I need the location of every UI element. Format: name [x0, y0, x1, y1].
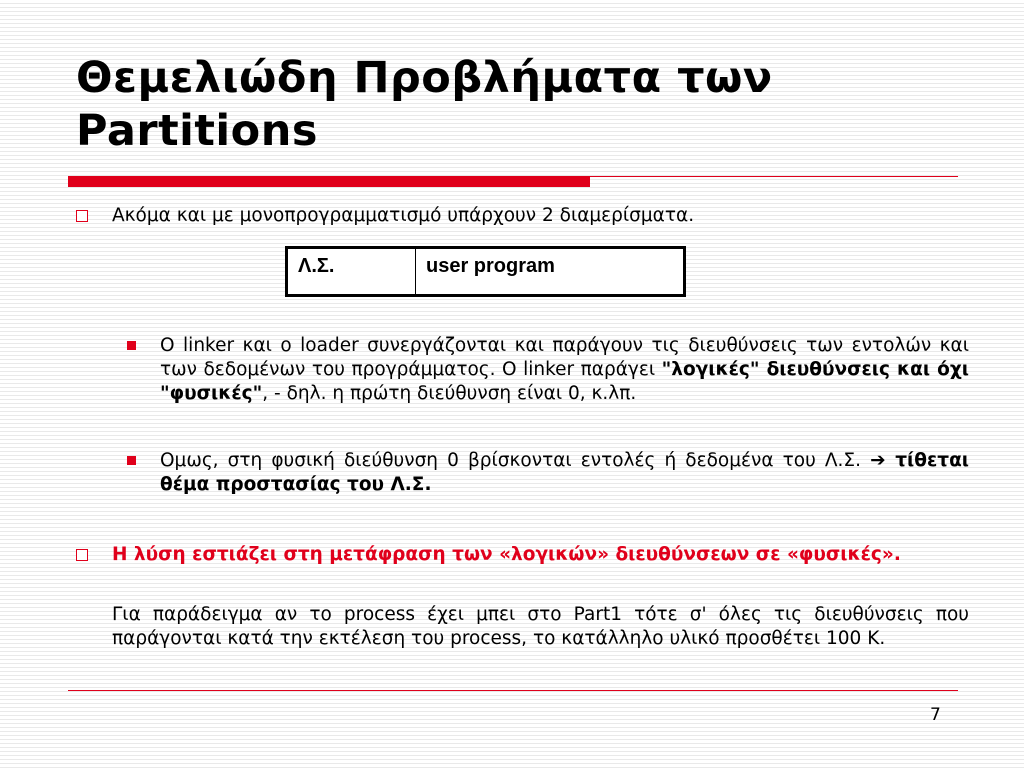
page-number: 7 — [930, 705, 941, 725]
cell-user-program: user program — [426, 255, 555, 277]
filled-square-bullet-icon — [127, 456, 136, 465]
sub-bullet-1-text-a: O linker και ο loader συνεργάζονται και παράγουν τις διευθύνσεις των εντολών και των δεδομένων του προγράμματος. O linker παράγει — [160, 335, 969, 380]
title-line-2: Partitions — [76, 106, 318, 156]
footer-rule — [68, 690, 958, 691]
title-line-1: Θεμελιώδη Προβλήματα των — [76, 53, 773, 103]
sub-bullet-2-bold: τίθεται θέμα προστασίας του Λ.Σ. — [160, 450, 969, 495]
example-paragraph: Για παράδειγμα αν το process έχει μπει στο Part1 τότε σ' όλες τις διευθύνσεις που παράγονται κατά την εκτέλεση του process, το κατάλληλο υλικό προσθέτει 100 Κ. — [112, 604, 969, 649]
bullet-text-2: Η λύση εστιάζει στη μετάφραση των «λογικών» διευθύνσεων σε «φυσικές». — [112, 544, 901, 565]
filled-square-bullet-icon — [127, 341, 136, 350]
right-arrow-icon: ➔ — [870, 450, 886, 471]
sub-bullet-1-bold: "λογικές" διευθύνσεις και όχι "φυσικές" — [160, 359, 969, 404]
title-underline-thick — [68, 176, 590, 187]
hollow-square-bullet-icon — [76, 210, 88, 222]
slide-title — [76, 52, 773, 158]
bullet-text-1: Ακόμα και με μονοπρογραμματισμό υπάρχουν 2 διαμερίσματα. — [112, 205, 695, 226]
cell-os: Λ.Σ. — [288, 249, 416, 294]
sub-bullet-text-2 — [160, 449, 969, 497]
sub-bullet-2-text: Ομως, στη φυσική διεύθυνση 0 βρίσκονται εντολές ή δεδομένα του Λ.Σ. — [160, 450, 871, 471]
memory-partition-table — [285, 246, 686, 297]
title-underline-thin — [590, 176, 958, 177]
sub-bullet-1-text-b: , - δηλ. η πρώτη διεύθυνση είναι 0, κ.λπ. — [262, 383, 637, 404]
hollow-square-bullet-icon — [76, 549, 88, 561]
sub-bullet-text-1 — [160, 334, 969, 406]
